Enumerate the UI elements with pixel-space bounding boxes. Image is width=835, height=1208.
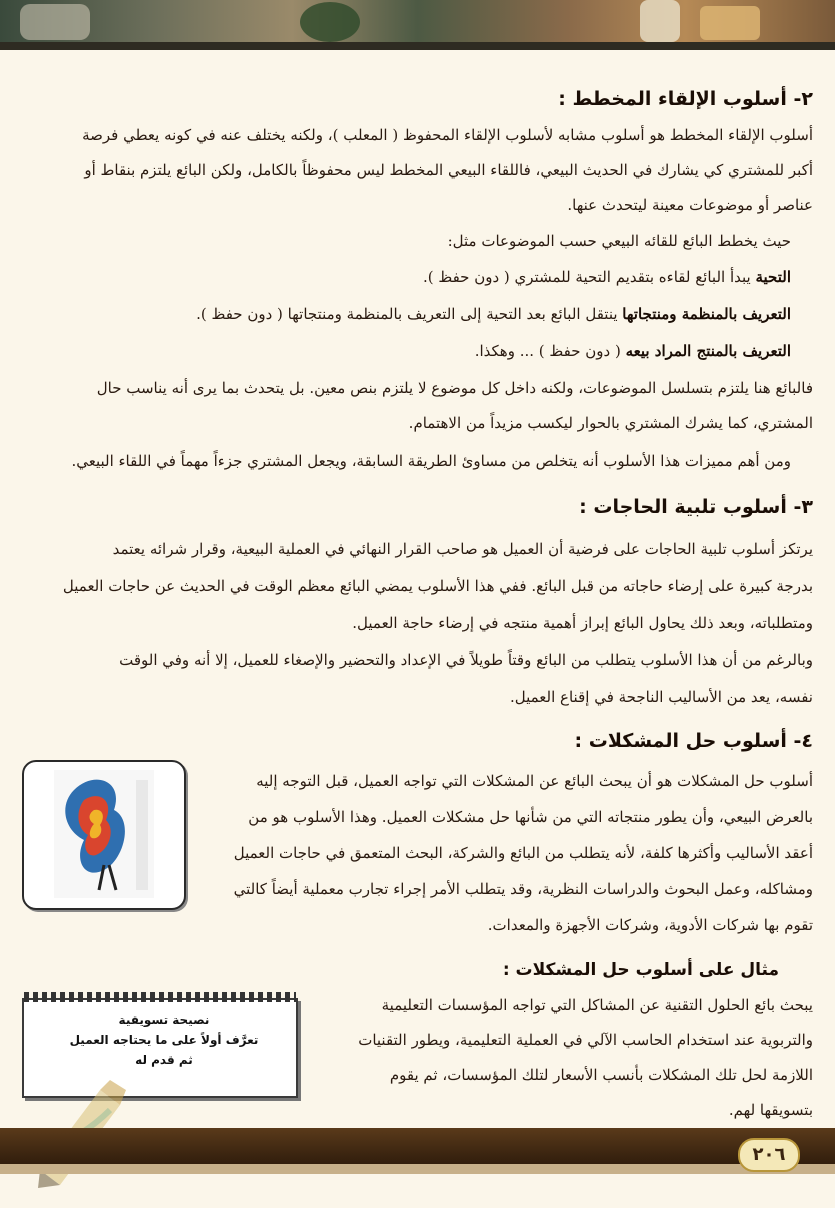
section-4-heading: ٤- أسلوب حل المشكلات :: [574, 730, 813, 752]
list-item-term: التعريف بالمنظمة ومنتجاتها: [622, 305, 791, 323]
tip-line-1: تعرَّف أولاً على ما يحتاجه العميل: [69, 1033, 259, 1047]
spiral-binding: [24, 992, 296, 1002]
section-2-heading: ٢- أسلوب الإلقاء المخطط :: [558, 88, 813, 110]
page-number: ٢٠٦: [738, 1138, 800, 1172]
list-item-text: ( دون حفظ ) ... وهكذا.: [474, 342, 626, 360]
header-photo-banner: [0, 0, 835, 50]
example-line-2: والتربوية عند استخدام الحاسب الآلي في العملية التعليمية، ويطور التقنيات: [358, 1031, 813, 1049]
section-3-p1-line-1: يرتكز أسلوب تلبية الحاجات على فرضية أن العميل هو صاحب القرار النهائي في العملية البيعية، وقرار شرائه يعتمد: [112, 540, 813, 558]
section-3-p1-line-3: ومتطلباته، وبعد ذلك يحاول البائع إبراز أهمية منتجه في إرضاء حاجة العميل.: [352, 614, 813, 632]
section-3-p2-line-2: نفسه، يعد من الأساليب الناجحة في إقناع العميل.: [509, 688, 813, 706]
section-3-p2-line-1: وبالرغم من أن هذا الأسلوب يتطلب من البائع وقتاً طويلاً في الإعداد والتحضير والإصغاء للعميل، إلا أنه وفي الوقت: [119, 651, 813, 669]
list-item-product: [475, 342, 791, 360]
section-2-p2-line-2: المشتري، كما يشرك المشتري بالحوار ليكسب مزيداً من الاهتمام.: [408, 414, 813, 432]
list-item-text: ينتقل البائع بعد التحية إلى التعريف بالمنظمة ومنتجاتها ( دون حفظ ).: [196, 305, 623, 323]
section-3-p1-line-2: بدرجة كبيرة على إرضاء حاجاته من قبل البائع. ففي هذا الأسلوب يمضي البائع معظم الوقت في الحديث عن حاجات العميل: [62, 577, 813, 595]
list-item-greeting: [423, 268, 791, 286]
example-line-4: بتسويقها لهم.: [728, 1101, 813, 1119]
section-2-p2-line-1: فالبائع هنا يلتزم بتسلسل الموضوعات، ولكنه داخل كل موضوع لا يلتزم بنص معين. بل يتحدث بما يرى أنه يناسب حال: [96, 379, 813, 397]
section-4-p1-line-1: أسلوب حل المشكلات هو أن يبحث البائع عن المشكلات التي تواجه العميل، قبل التوجه إليه: [256, 772, 813, 790]
tip-title: نصيحة تسويقية: [118, 1013, 210, 1027]
software-box-image: [22, 760, 186, 910]
section-2-p3: ومن أهم مميزات هذا الأسلوب أنه يتخلص من مساوئ الطريقة السابقة، ويجعل المشتري جزءاً مهماً في اللقاء البيعي.: [71, 452, 791, 470]
section-2-p1-line-3: عناصر أو موضوعات معينة ليتحدث عنها.: [567, 196, 813, 214]
section-4-p1-line-2: بالعرض البيعي، وأن يطور منتجاته التي من شأنها حل مشكلات العميل. وهذا الأسلوب هو من: [248, 808, 813, 826]
section-2-p1-line-2: أكبر للمشتري كي يشارك في الحديث البيعي، فاللقاء البيعي المخطط ليس محفوظاً بالكامل، ولكن البائع يلتزم بنقاط أو: [84, 161, 813, 179]
list-item-text: يبدأ البائع لقاءه بتقديم التحية للمشتري ( دون حفظ ).: [422, 268, 756, 286]
section-2-intro: حيث يخطط البائع للقائه البيعي حسب الموضوعات مثل:: [447, 232, 791, 250]
section-2-p1-line-1: أسلوب الإلقاء المخطط هو أسلوب مشابه لأسلوب الإلقاء المحفوظ ( المعلب )، ولكنه يختلف عنه في كونه يعطي فرصة: [82, 126, 813, 144]
rooster-illustration-icon: [54, 770, 154, 898]
footer-band: [0, 1128, 835, 1174]
list-item-term: التحية: [755, 268, 791, 286]
list-item-term: التعريف بالمنتج المراد بيعه: [625, 342, 791, 360]
list-item-organization: [196, 305, 791, 323]
example-line-1: يبحث بائع الحلول التقنية عن المشاكل التي تواجه المؤسسات التعليمية: [381, 996, 813, 1014]
section-4-p1-line-4: ومشاكله، وعمل البحوث والدراسات النظرية، وقد يتطلب الأمر إجراء تجارب معملية أيضاً كالتي: [233, 880, 813, 898]
tip-line-2: ثم قدم له: [135, 1053, 193, 1067]
section-4-p1-line-3: أعقد الأساليب وأكثرها كلفة، لأنه يتطلب من البائع والشركة، البحث المتعمق في حاجات العميل: [233, 844, 813, 862]
example-heading: مثال على أسلوب حل المشكلات :: [502, 960, 779, 980]
section-4-p1-line-5: تقوم بها شركات الأدوية، وشركات الأجهزة والمعدات.: [487, 916, 813, 934]
example-line-3: اللازمة لحل تلك المشكلات بأنسب الأسعار لتلك المؤسسات، ثم يقوم: [389, 1066, 813, 1084]
section-3-heading: ٣- أسلوب تلبية الحاجات :: [579, 496, 813, 518]
